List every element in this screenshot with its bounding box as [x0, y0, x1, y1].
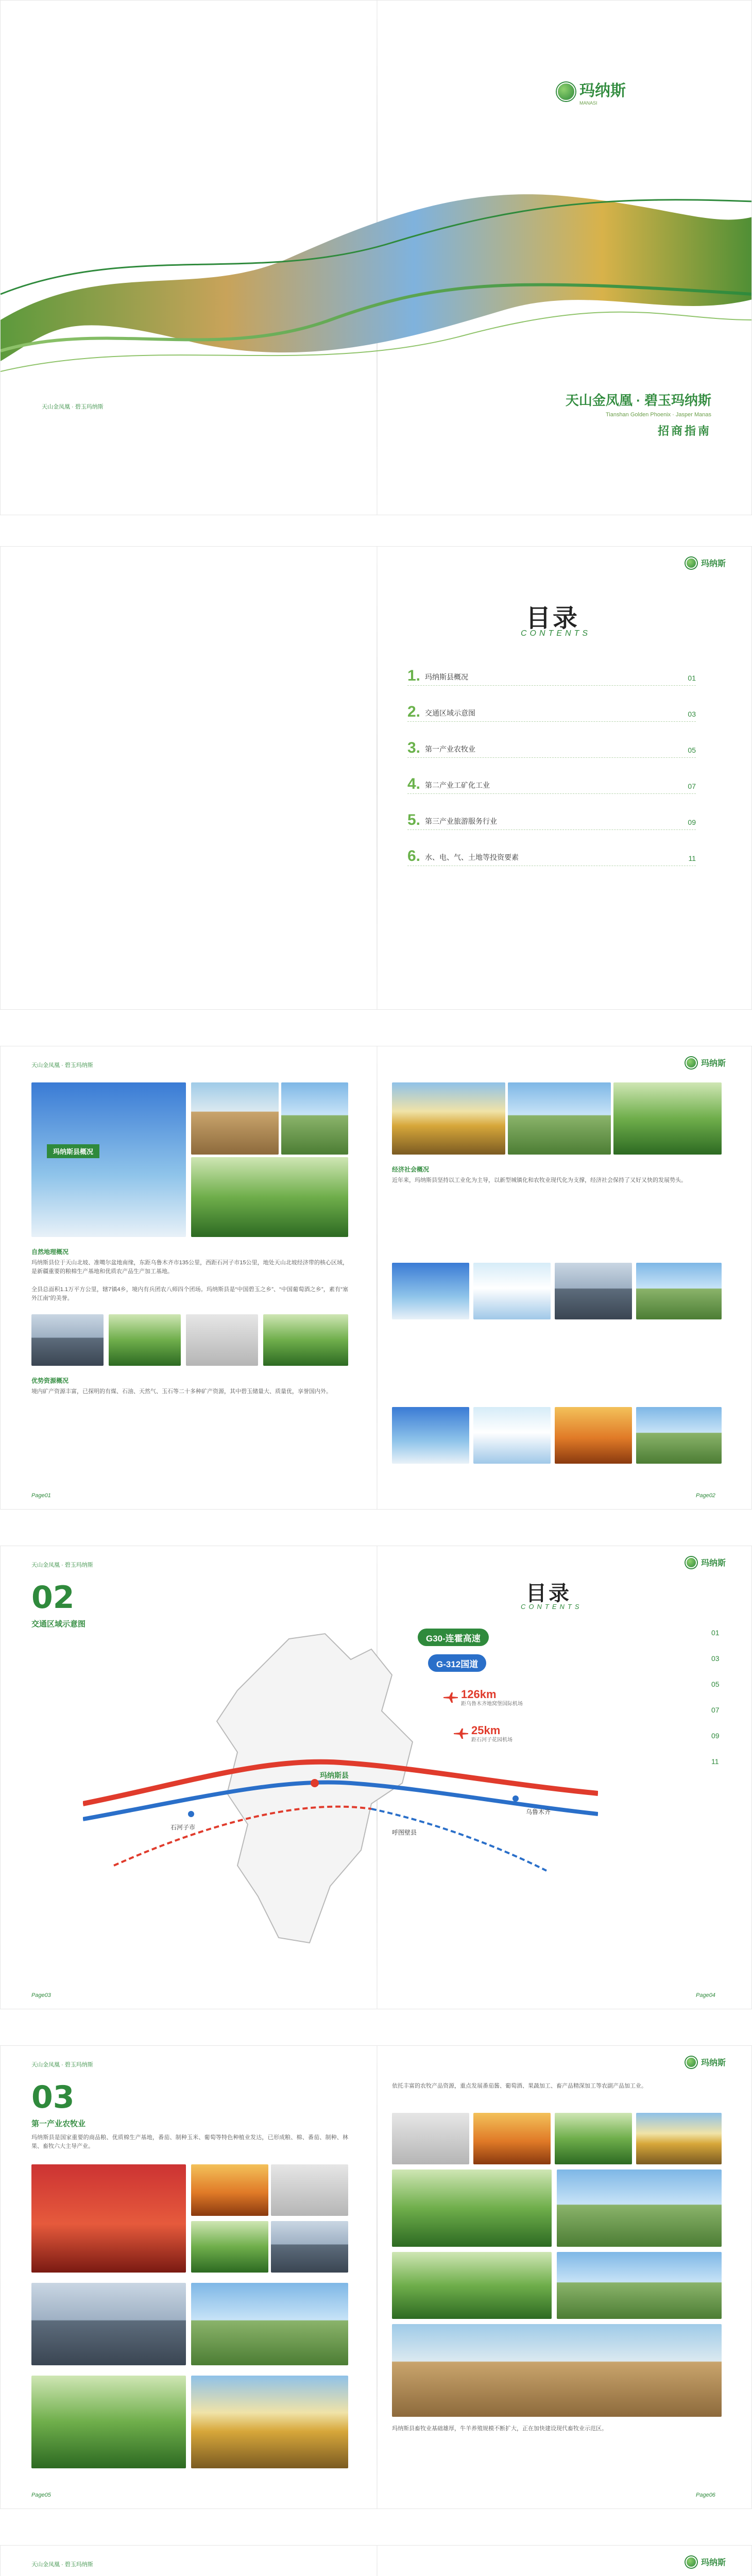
section1-head2: 经济社会概况	[392, 1166, 430, 1173]
photo-rolls	[186, 1314, 258, 1366]
header-slogan: 天山金凤凰 · 碧玉玛纳斯	[31, 2062, 93, 2068]
brand-sub: MANASI	[579, 100, 597, 106]
photo-jade	[109, 1314, 181, 1366]
photo-forest	[392, 1082, 505, 1155]
section1-head1: 自然地理概况	[31, 1248, 69, 1256]
section2-pg-09: 09	[711, 1732, 720, 1740]
brand-logo-small: 玛纳斯	[686, 1556, 726, 1568]
plane-icon	[454, 1728, 468, 1739]
toc-item-6[interactable]: 6. 水、电、气、土地等投资要素 11	[407, 845, 696, 866]
section2-pg-01: 01	[711, 1629, 720, 1637]
photo-pasture	[557, 2252, 722, 2319]
section1-tag: 玛纳斯县概况	[47, 1144, 99, 1158]
photo-crop	[31, 2376, 186, 2468]
section3-spread	[0, 2045, 752, 2509]
section2-number: 02	[31, 1580, 75, 1616]
toc-item-2[interactable]: 2. 交通区域示意图 03	[407, 701, 696, 722]
brand-name: 玛纳斯	[579, 82, 626, 100]
toc-item-5[interactable]: 5. 第三产业旅游服务行业 09	[407, 809, 696, 830]
section2-spread	[0, 1546, 752, 2009]
toc-title: 目录	[526, 605, 580, 632]
section2-pg-05: 05	[711, 1680, 720, 1688]
map-label-manas: 玛纳斯县	[320, 1771, 349, 1780]
section1-spread	[0, 1046, 752, 1510]
cover-guide: 招商指南	[657, 425, 711, 437]
section1-p1: 玛纳斯县位于天山北坡、准噶尔盆地南缘，东距乌鲁木齐市135公里，西距石河子市15公里，地处天山北坡经济带的核心区域，是新疆重要的粮棉生产基地和优质农产品生产加工基地。	[31, 1260, 348, 1275]
brand-logo-small: 玛纳斯	[686, 2556, 726, 2568]
logo-icon	[686, 557, 697, 569]
photo-fields-2	[557, 2170, 722, 2247]
section2-pg-03: 03	[711, 1654, 720, 1663]
header-slogan: 天山金凤凰 · 碧玉玛纳斯	[31, 2562, 93, 2568]
toc-item-3[interactable]: 3. 第一产业农牧业 05	[407, 737, 696, 758]
header-slogan: 天山金凤凰 · 碧玉玛纳斯	[31, 1562, 93, 1568]
distance-airport-2: 25km 距石河子花园机场	[454, 1724, 512, 1743]
page-number-left: Page01	[31, 1493, 51, 1499]
brand-logo-small: 玛纳斯	[686, 2056, 726, 2068]
photo-grain	[473, 2113, 551, 2164]
photo-sorting	[271, 2164, 348, 2216]
plane-icon	[443, 1692, 458, 1703]
photo-canyon	[191, 1082, 279, 1155]
section3-p3: 玛纳斯县畜牧业基础雄厚，牛羊养殖规模不断扩大，正在加快建设现代畜牧业示范区。	[392, 2426, 607, 2432]
page-number-left: Page03	[31, 1992, 51, 1998]
page-number-right: Page06	[696, 2492, 715, 2498]
section1-p3: 近年来，玛纳斯县坚持以工业化为主导，以新型城镇化和农牧业现代化为支撑，经济社会保持了又好又快的发展势头。	[392, 1177, 687, 1183]
photo-wetland	[613, 1082, 722, 1155]
road-g30: G30-连霍高速	[418, 1629, 489, 1646]
photo-vineyard	[191, 2376, 348, 2468]
photo-greenhouse	[191, 2221, 268, 2273]
section3-number: 03	[31, 2079, 75, 2115]
brand-logo-small: 玛纳斯	[686, 557, 726, 569]
section1-hero-photo	[31, 1082, 186, 1237]
road-g312: G-312国道	[428, 1654, 486, 1672]
section1-head3: 优势资源概况	[31, 1377, 69, 1384]
photo-city-2	[473, 1263, 551, 1319]
toc-item-4[interactable]: 4. 第二产业工矿化工业 07	[407, 773, 696, 794]
map-label-urumqi: 乌鲁木齐	[526, 1808, 551, 1816]
photo-tomato	[31, 2164, 186, 2273]
photo-grassland	[281, 1082, 348, 1155]
page-fold	[377, 547, 378, 1009]
page-number-right: Page04	[696, 1992, 715, 1998]
photo-street-4	[636, 1407, 722, 1464]
logo-icon	[557, 82, 575, 101]
section1-p2: 全县总面积1.1万平方公里，辖7镇4乡，境内有兵团农八师四个团场。玛纳斯县是“中国碧玉之乡”、“中国葡萄酒之乡”，素有“塞外江南”的美誉。	[31, 1286, 348, 1301]
photo-cattle	[191, 2283, 348, 2365]
photo-fields-1	[392, 2170, 552, 2247]
photo-mountain	[392, 2324, 722, 2417]
photo-corn	[636, 2113, 722, 2164]
page-number-left: Page05	[31, 2492, 51, 2498]
photo-plant	[555, 2113, 632, 2164]
section2-pg-11: 11	[711, 1757, 719, 1766]
photo-street-3	[555, 1407, 632, 1464]
section2-toc-sub: CONTENTS	[521, 1603, 583, 1611]
map-label-hutubi: 呼图壁县	[392, 1829, 417, 1836]
photo-field	[263, 1314, 348, 1366]
photo-street-1	[392, 1407, 469, 1464]
photo-workshop	[31, 1314, 104, 1366]
photo-city-1	[392, 1263, 469, 1319]
header-slogan: 天山金凤凰 · 碧玉玛纳斯	[31, 1062, 93, 1069]
cover-headline: 天山金凤凰 · 碧玉玛纳斯	[565, 393, 711, 408]
toc-spread	[0, 546, 752, 1010]
traffic-map	[83, 1629, 598, 1948]
section2-pg-07: 07	[711, 1706, 720, 1714]
section1-p4: 境内矿产资源丰富，已探明的有煤、石油、天然气、玉石等二十多种矿产资源，其中碧玉储量大、质量优，享誉国内外。	[31, 1388, 332, 1395]
section3-p2: 依托丰富的农牧产品资源，重点发展番茄酱、葡萄酒、果蔬加工、畜产品精深加工等农副产品加工业。	[392, 2083, 647, 2089]
distance-airport-1: 126km 距乌鲁木齐地窝堡国际机场	[443, 1688, 523, 1707]
cover-slogan-left: 天山金凤凰 · 碧玉玛纳斯	[42, 404, 104, 410]
photo-valley	[191, 1157, 348, 1237]
cover-wave-band	[1, 165, 752, 382]
page-number-right: Page02	[696, 1493, 715, 1499]
cover-spread	[0, 0, 752, 515]
page-fold	[377, 2546, 378, 2576]
cover-headline-en: Tianshan Golden Phoenix · Jasper Manas	[605, 412, 711, 418]
page-fold	[377, 2046, 378, 2509]
page-fold	[377, 1046, 378, 1509]
section4-spread	[0, 2545, 752, 2576]
photo-city-4	[636, 1263, 722, 1319]
section2-toc-title: 目录	[526, 1582, 571, 1605]
section3-p1: 玛纳斯县是国家重要的商品粮、优质棉生产基地，番茄、制种玉米、葡萄等特色种植业发达，已形成粮、棉、番茄、制种、林果、畜牧六大主导产业。	[31, 2134, 348, 2149]
toc-subtitle: CONTENTS	[521, 629, 591, 638]
photo-harvest	[191, 2164, 268, 2216]
logo-icon	[686, 1057, 697, 1069]
photo-processing	[271, 2221, 348, 2273]
section2-title: 交通区域示意图	[31, 1620, 86, 1629]
toc-item-1[interactable]: 1. 玛纳斯县概况 01	[407, 665, 696, 686]
map-label-shihezi: 石河子市	[170, 1824, 196, 1831]
brand-logo	[557, 78, 626, 106]
photo-city-3	[555, 1263, 632, 1319]
photo-sheep	[392, 2252, 552, 2319]
logo-icon	[686, 2057, 697, 2068]
logo-icon	[686, 1557, 697, 1568]
photo-machinery	[31, 2283, 186, 2365]
logo-icon	[686, 2556, 697, 2568]
photo-street-2	[473, 1407, 551, 1464]
brand-logo-small: 玛纳斯	[686, 1057, 726, 1069]
photo-cotton	[392, 2113, 469, 2164]
section3-title: 第一产业农牧业	[31, 2120, 86, 2128]
photo-lake	[508, 1082, 611, 1155]
